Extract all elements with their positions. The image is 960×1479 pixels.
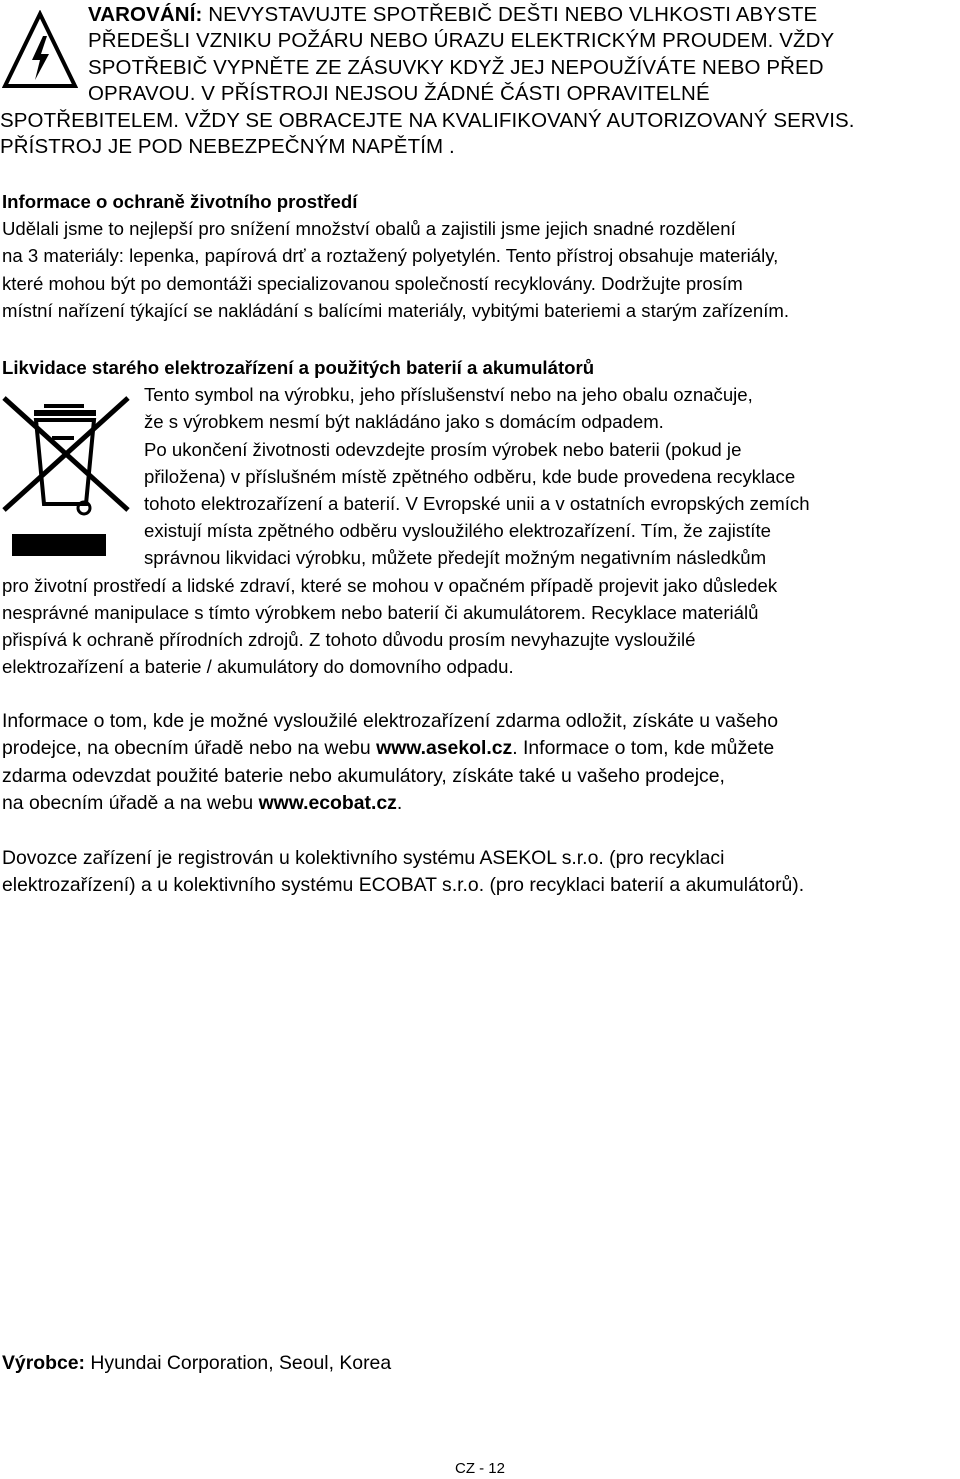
warning-line-1: VAROVÁNÍ: NEVYSTAVUJTE SPOTŘEBIČ DEŠTI NEBO VLHKOSTI ABYSTE xyxy=(88,3,818,26)
manufacturer-line xyxy=(2,1350,391,1377)
warning-line-4: OPRAVOU. V PŘÍSTROJI NEJSOU ŽÁDNÉ ČÁSTI OPRAVITELNÉ xyxy=(88,82,710,106)
collection-paragraph xyxy=(2,708,960,818)
collection-line: prodejce, na obecním úřadě nebo na webu www.asekol.cz. Informace o tom, kde můžete xyxy=(2,737,775,760)
asekol-link: www.asekol.cz xyxy=(376,737,513,760)
collection-line: na obecním úřadě a na webu www.ecobat.cz. xyxy=(2,792,403,815)
manufacturer-value: Hyundai Corporation, Seoul, Korea xyxy=(84,1352,392,1374)
disposal-line: tohoto elektrozařízení a baterií. V Evropské unii a v ostatních evropských zemích xyxy=(144,493,810,515)
environment-line: které mohou být po demontáži specializovanou společností recyklovány. Dodržujte prosím xyxy=(2,272,743,294)
importer-line: Dovozce zařízení je registrován u kolektivního systému ASEKOL s.r.o. (pro recyklaci xyxy=(2,847,725,869)
page-number: CZ - 12 xyxy=(454,1460,505,1477)
environment-section xyxy=(2,188,960,324)
collection-line: zdarma odevzdat použité baterie nebo akumulátory, získáte také u vašeho prodejce, xyxy=(2,764,725,787)
disposal-line: Tento symbol na výrobku, jeho příslušenství nebo na jeho obalu označuje, xyxy=(144,384,753,406)
disposal-heading: Likvidace starého elektrozařízení a použitých baterií a akumulátorů xyxy=(2,357,595,378)
warning-line-2: PŘEDEŠLI VZNIKU POŽÁRU NEBO ÚRAZU ELEKTRICKÝM PROUDEM. VŽDY xyxy=(88,29,835,53)
disposal-line: nesprávné manipulace s tímto výrobkem nebo baterií či akumulátorem. Recyklace materiálů xyxy=(2,601,759,623)
disposal-line: elektrozařízení a baterie / akumulátory do domovního odpadu. xyxy=(2,656,514,678)
manufacturer-label: Výrobce: xyxy=(2,1352,85,1374)
disposal-line: Po ukončení životnosti odevzdejte prosím výrobek nebo baterii (pokud je xyxy=(144,438,742,460)
environment-line: Udělali jsme to nejlepší pro snížení množství obalů a zajistili jsme jejich snadné rozdělení xyxy=(2,218,736,240)
warning-block xyxy=(0,2,960,160)
disposal-line: pro životní prostředí a lidské zdraví, které se mohou v opačném případě projevit jako důsledek xyxy=(2,574,778,596)
environment-line: na 3 materiály: lepenka, papírová drť a roztažený polyetylén. Tento přístroj obsahuje materiály, xyxy=(2,245,779,267)
ecobat-link: www.ecobat.cz xyxy=(258,792,397,815)
importer-paragraph xyxy=(2,845,960,900)
collection-line: Informace o tom, kde je možné vysloužilé elektrozařízení zdarma odložit, získáte u vašeho xyxy=(2,710,778,732)
disposal-line: přiložena) v příslušném místě zpětného odběru, kde bude provedena recyklace xyxy=(144,465,796,487)
warning-label: VAROVÁNÍ: xyxy=(88,3,203,26)
disposal-line: správnou likvidaci výrobku, můžete předejít možným negativním následkům xyxy=(144,547,767,569)
warning-line-6: PŘÍSTROJ JE POD NEBEZPEČNÝM NAPĚTÍM . xyxy=(0,135,455,159)
environment-heading: Informace o ochraně životního prostředí xyxy=(2,191,358,212)
warning-line-5: SPOTŘEBITELEM. VŽDY SE OBRACEJTE NA KVALIFIKOVANÝ AUTORIZOVANÝ SERVIS. xyxy=(0,108,855,132)
importer-line: elektrozařízení) a u kolektivního systému ECOBAT s.r.o. (pro recyklaci baterií a akumulátorů). xyxy=(2,874,805,897)
disposal-line: přispívá k ochraně přírodních zdrojů. Z tohoto důvodu prosím nevyhazujte vysloužilé xyxy=(2,629,696,651)
disposal-section xyxy=(2,354,960,680)
warning-line-3: SPOTŘEBIČ VYPNĚTE ZE ZÁSUVKY KDYŽ JEJ NEPOUŽÍVÁTE NEBO PŘED xyxy=(88,55,824,79)
disposal-line: že s výrobkem nesmí být nakládáno jako s domácím odpadem. xyxy=(144,411,664,433)
disposal-line: existují místa zpětného odběru vysloužilého elektrozařízení. Tím, že zajistíte xyxy=(144,520,771,542)
environment-line: místní nařízení týkající se nakládání s balícími materiály, vybitými bateriemi a starým zařízením. xyxy=(2,299,790,321)
